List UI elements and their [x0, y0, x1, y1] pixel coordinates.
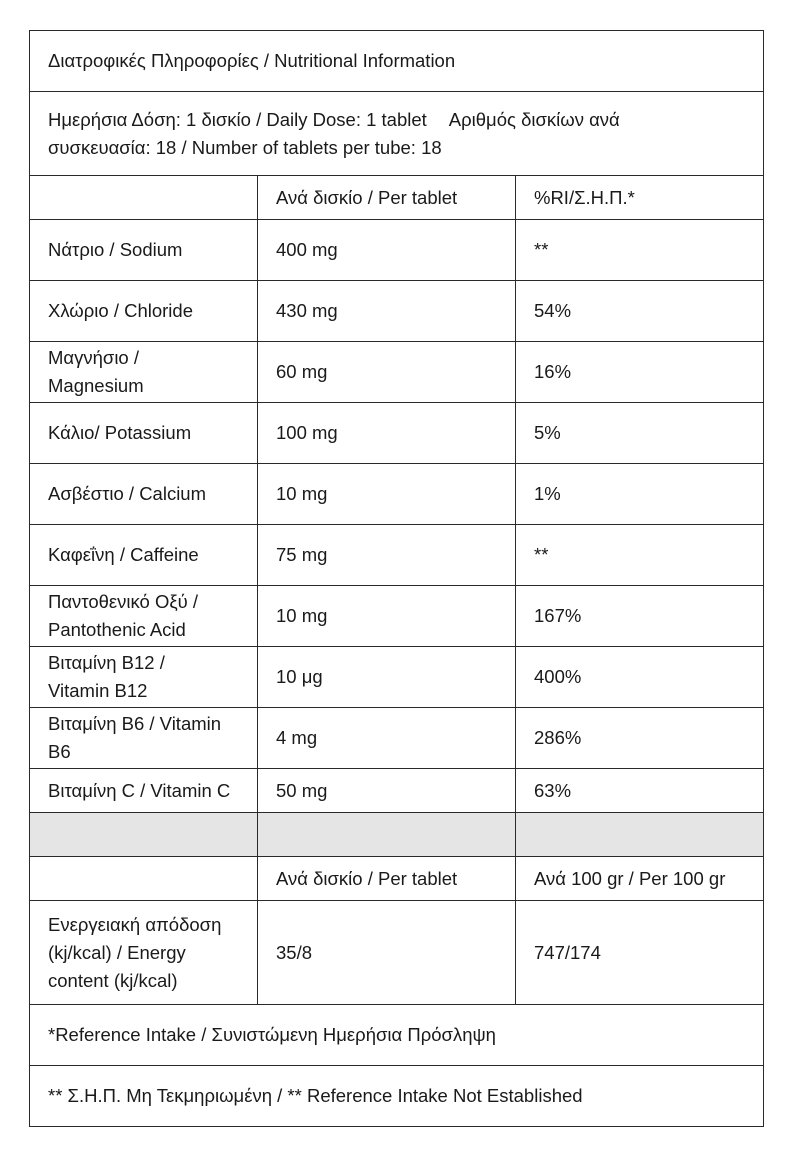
nutrient-amount: 10 μg [258, 647, 516, 708]
header-empty-cell [30, 176, 258, 220]
nutrient-name-line2: B6 [48, 741, 71, 762]
nutrient-amount: 4 mg [258, 708, 516, 769]
nutrient-name [30, 647, 258, 708]
table-row [30, 220, 764, 281]
nutrient-ri: 54% [516, 281, 764, 342]
table-row [30, 342, 764, 403]
title-row [30, 31, 764, 92]
energy-header-row [30, 857, 764, 901]
nutrient-name [30, 586, 258, 647]
energy-row [30, 901, 764, 1005]
nutrient-name-line2: Magnesium [48, 375, 144, 396]
header-per-tablet: Ανά δισκίο / Per tablet [258, 176, 516, 220]
footnote-not-established: ** Σ.Η.Π. Μη Τεκμηριωμένη / ** Reference Intake Not Established [30, 1066, 764, 1127]
nutrient-amount: 400 mg [258, 220, 516, 281]
nutrient-name: Καφεΐνη / Caffeine [30, 525, 258, 586]
table-title: Διατροφικές Πληροφορίες / Nutritional Information [30, 31, 764, 92]
separator-cell [258, 813, 516, 857]
table-row [30, 708, 764, 769]
nutrient-name [30, 342, 258, 403]
nutrient-ri: 16% [516, 342, 764, 403]
footnote-row [30, 1005, 764, 1066]
footnote-row [30, 1066, 764, 1127]
nutrient-amount: 100 mg [258, 403, 516, 464]
nutrient-name: Νάτριο / Sodium [30, 220, 258, 281]
tablet-count-text-line1: Αριθμός δισκίων ανά [448, 108, 620, 130]
nutrient-amount: 10 mg [258, 464, 516, 525]
table-row [30, 586, 764, 647]
table-row [30, 403, 764, 464]
table-row [30, 525, 764, 586]
nutrient-name-line1: Βιταμίνη Β6 / Vitamin [48, 713, 222, 734]
nutrient-name: Ασβέστιο / Calcium [30, 464, 258, 525]
table-row [30, 464, 764, 525]
nutrient-name: Κάλιο/ Potassium [30, 403, 258, 464]
energy-header-per-100g: Ανά 100 gr / Per 100 gr [516, 857, 764, 901]
nutrient-amount: 75 mg [258, 525, 516, 586]
separator-row [30, 813, 764, 857]
nutrient-amount: 10 mg [258, 586, 516, 647]
energy-label-line3: content (kj/kcal) [48, 969, 178, 991]
dose-row [30, 92, 764, 176]
nutrient-name-line1: Μαγνήσιο / [48, 347, 139, 368]
energy-label-line2: (kj/kcal) / Energy [48, 941, 186, 963]
table-row [30, 281, 764, 342]
separator-cell [30, 813, 258, 857]
energy-header-per-tablet: Ανά δισκίο / Per tablet [258, 857, 516, 901]
nutrient-name: Χλώριο / Chloride [30, 281, 258, 342]
nutrient-name: Βιταμίνη C / Vitamin C [30, 769, 258, 813]
table-row [30, 769, 764, 813]
nutrient-ri: ** [516, 220, 764, 281]
nutrient-ri: 167% [516, 586, 764, 647]
nutrient-ri: ** [516, 525, 764, 586]
nutrient-ri: 400% [516, 647, 764, 708]
nutrient-amount: 60 mg [258, 342, 516, 403]
nutrient-ri: 1% [516, 464, 764, 525]
energy-header-empty-cell [30, 857, 258, 901]
header-ri: %RI/Σ.Η.Π.* [516, 176, 764, 220]
nutrient-amount: 430 mg [258, 281, 516, 342]
energy-per-tablet: 35/8 [258, 901, 516, 1005]
tablet-count-text-line2: συσκευασία: 18 / Number of tablets per tube: 18 [48, 136, 442, 158]
energy-per-100g: 747/174 [516, 901, 764, 1005]
nutrient-ri: 63% [516, 769, 764, 813]
nutrient-ri: 5% [516, 403, 764, 464]
energy-label-line1: Ενεργειακή απόδοση [48, 913, 222, 935]
nutrient-name-line2: Pantothenic Acid [48, 619, 186, 640]
nutrient-ri: 286% [516, 708, 764, 769]
nutrient-name-line2: Vitamin B12 [48, 680, 148, 701]
nutrition-table [29, 30, 764, 1127]
header-row [30, 176, 764, 220]
dose-info [30, 92, 764, 176]
daily-dose-text: Ημερήσια Δόση: 1 δισκίο / Daily Dose: 1 tablet [48, 108, 427, 130]
nutrient-name [30, 708, 258, 769]
nutrient-name-line1: Βιταμίνη Β12 / [48, 652, 165, 673]
footnote-reference-intake: *Reference Intake / Συνιστώμενη Ημερήσια Πρόσληψη [30, 1005, 764, 1066]
separator-cell [516, 813, 764, 857]
energy-label [30, 901, 258, 1005]
nutrient-amount: 50 mg [258, 769, 516, 813]
nutrient-name-line1: Παντοθενικό Οξύ / [48, 591, 199, 612]
table-row [30, 647, 764, 708]
